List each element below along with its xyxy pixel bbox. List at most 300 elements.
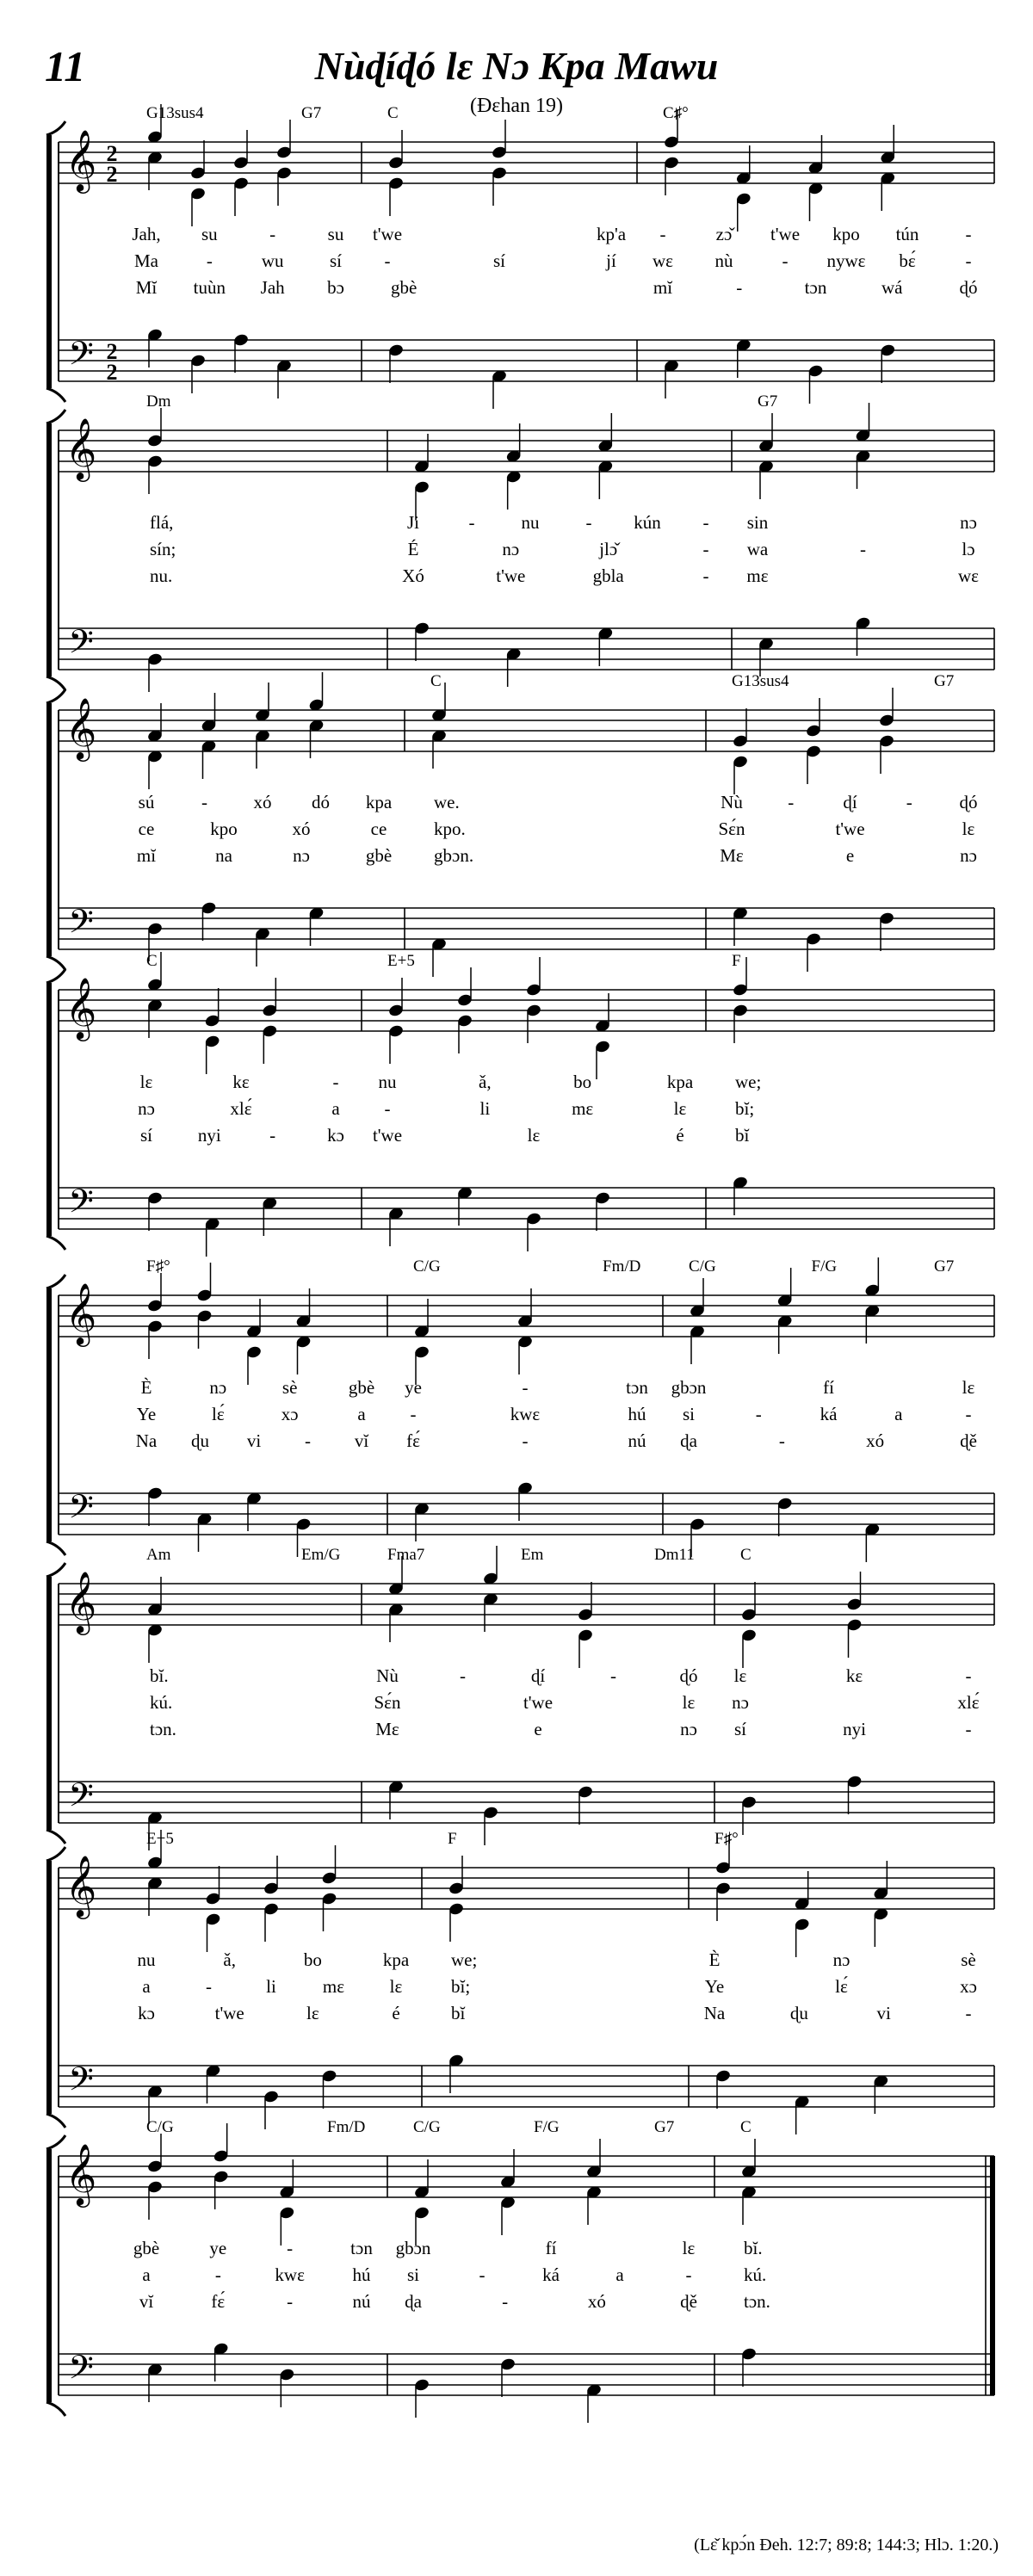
lyric-syllable: mɛ <box>572 1098 594 1119</box>
lyric-syllable: bɛ́ <box>899 250 916 271</box>
chord-symbol: F/G <box>811 1257 838 1276</box>
lyric-syllable: ɖí <box>843 792 857 812</box>
lyric-syllable: vĭ <box>139 2291 154 2312</box>
chord-symbol: F <box>732 952 741 970</box>
lyric-syllable: lɛ <box>306 2003 319 2023</box>
treble-clef: 𝄞 <box>65 420 97 479</box>
chord-symbol: Fma7 <box>387 1546 425 1564</box>
lyric-syllable: nu. <box>150 565 173 586</box>
lyric-syllable: gbè <box>365 845 393 866</box>
lyric-syllable: na <box>215 845 232 866</box>
bracket-hook <box>46 1275 65 1288</box>
lyric-syllable: li <box>479 1098 491 1119</box>
lyric-syllable: bo <box>303 1949 322 1970</box>
lyric-syllable: tɔn. <box>744 2291 770 2312</box>
lyric-hyphen: - <box>965 250 972 271</box>
chord-symbol: C♯° <box>663 104 689 122</box>
bass-clef: 𝄢 <box>68 1489 94 1533</box>
lyric-syllable: nɔ <box>960 512 977 533</box>
lyric-hyphen: - <box>965 1665 972 1686</box>
lyric-syllable: kpo. <box>434 819 466 839</box>
chord-symbol: C/G <box>689 1257 716 1276</box>
lyric-syllable: jlɔ̌ <box>599 539 618 559</box>
lyric-syllable: nyi <box>197 1125 221 1146</box>
lyric-syllable: lɛ <box>139 1072 153 1092</box>
treble-clef: 𝄞 <box>65 1857 97 1916</box>
lyric-syllable: É <box>407 539 419 559</box>
lyric-syllable: kpa <box>365 792 393 812</box>
lyric-hyphen: - <box>659 224 666 244</box>
lyric-syllable: kú. <box>150 1692 173 1713</box>
lyric-syllable: tɔn <box>626 1377 648 1398</box>
lyric-syllable: t'we <box>214 2003 244 2023</box>
lyric-syllable: sín; <box>150 539 176 559</box>
lyric-syllable: gbɔn <box>671 1377 707 1398</box>
lyric-syllable: li <box>266 1976 276 1997</box>
lyric-syllable: a <box>331 1098 340 1119</box>
lyric-syllable: gbè <box>348 1377 375 1398</box>
lyric-syllable: su <box>327 224 344 244</box>
lyric-syllable: lɛ <box>682 2238 696 2258</box>
chord-symbol: C <box>146 952 158 970</box>
lyric-syllable: Na <box>135 1430 158 1451</box>
system-bracket <box>46 135 52 388</box>
lyric-syllable: ɖu <box>789 2003 808 2023</box>
time-signature-bottom: 2 <box>106 360 118 385</box>
lyric-syllable: lɛ <box>962 819 975 839</box>
lyric-syllable: gbla <box>592 565 624 586</box>
lyric-syllable: nu <box>137 1949 156 1970</box>
lyric-syllable: kú. <box>744 2264 767 2285</box>
lyric-hyphen: - <box>332 1072 339 1092</box>
lyric-syllable: e <box>845 845 855 866</box>
chord-symbol: C/G <box>146 2118 174 2136</box>
lyric-hyphen: - <box>702 539 709 559</box>
lyric-hyphen: - <box>685 2264 692 2285</box>
lyric-syllable: kɛ <box>845 1665 863 1686</box>
lyric-syllable: xɔ <box>281 1404 299 1424</box>
lyric-hyphen: - <box>906 792 912 812</box>
lyric-syllable: fɛ́ <box>406 1430 420 1451</box>
lyric-syllable: nyi <box>843 1719 866 1739</box>
lyric-syllable: nú <box>628 1430 646 1451</box>
lyric-syllable: kɛ <box>232 1072 250 1092</box>
lyric-syllable: ɖě <box>680 2291 697 2312</box>
lyric-syllable: nù <box>714 250 733 271</box>
lyric-syllable: xó <box>253 792 272 812</box>
lyric-syllable: kpo <box>210 819 238 839</box>
bass-clef: 𝄢 <box>68 336 94 380</box>
lyric-syllable: Xó <box>402 565 424 586</box>
lyric-syllable: t'we <box>835 819 865 839</box>
lyric-syllable: t'we <box>770 224 801 244</box>
lyric-syllable: kɔ <box>327 1125 344 1146</box>
lyric-syllable: bĭ; <box>735 1098 755 1119</box>
lyric-syllable: xó <box>587 2291 606 2312</box>
lyric-hyphen: - <box>585 512 592 533</box>
lyric-syllable: wá <box>881 277 903 298</box>
chord-symbol: G7 <box>654 2118 675 2136</box>
lyric-syllable: fí <box>823 1377 834 1398</box>
lyric-syllable: kpo <box>832 224 860 244</box>
time-signature-bottom: 2 <box>106 162 118 187</box>
system-bracket <box>46 703 52 956</box>
lyric-hyphen: - <box>736 277 743 298</box>
lyric-syllable: lɛ <box>733 1665 747 1686</box>
lyric-syllable: tɔn <box>350 2238 373 2258</box>
lyric-syllable: flá, <box>150 512 174 533</box>
time-signature-top: 2 <box>106 339 118 364</box>
lyric-hyphen: - <box>479 2264 486 2285</box>
lyric-hyphen: - <box>305 1430 311 1451</box>
lyric-syllable: ká <box>542 2264 560 2285</box>
lyric-syllable: lɛ <box>527 1125 541 1146</box>
lyric-syllable: mĭ <box>136 845 157 866</box>
lyric-syllable: a <box>142 2264 151 2285</box>
lyric-hyphen: - <box>468 512 475 533</box>
lyric-hyphen: - <box>502 2291 509 2312</box>
lyric-syllable: kp'a <box>596 224 627 244</box>
lyric-syllable: È <box>708 1949 721 1970</box>
lyric-syllable: sè <box>961 1949 976 1970</box>
lyric-syllable: wɛ <box>653 250 673 271</box>
lyric-syllable: ɖa <box>405 2291 422 2312</box>
lyric-syllable: zɔ̌ <box>715 224 733 244</box>
lyric-syllable: nɔ <box>209 1377 227 1398</box>
lyric-hyphen: - <box>384 250 391 271</box>
lyric-hyphen: - <box>269 224 276 244</box>
bracket-hook <box>46 676 65 690</box>
chord-symbol: Fm/D <box>603 1257 641 1276</box>
lyric-hyphen: - <box>610 1665 616 1686</box>
chord-symbol: Em <box>521 1546 544 1564</box>
bracket-hook <box>46 1541 65 1555</box>
lyric-syllable: ká <box>820 1404 838 1424</box>
lyric-syllable: ye <box>405 1377 422 1398</box>
hymn-title: Nùɖíɖó lɛ Nɔ Kpa Mawu <box>314 44 719 88</box>
lyric-syllable: Nù <box>376 1665 399 1686</box>
lyric-syllable: sí <box>733 1719 747 1739</box>
chord-symbol: F♯° <box>146 1257 170 1276</box>
bracket-hook <box>46 410 65 423</box>
lyric-syllable: nu <box>521 512 540 533</box>
lyric-syllable: bĭ. <box>150 1665 169 1686</box>
lyric-hyphen: - <box>965 224 972 244</box>
chord-symbol: G7 <box>934 1257 955 1276</box>
lyric-syllable: xó <box>866 1430 885 1451</box>
lyric-hyphen: - <box>860 539 866 559</box>
lyric-syllable: dó <box>312 792 330 812</box>
lyric-hyphen: - <box>782 250 789 271</box>
lyric-syllable: È <box>140 1377 152 1398</box>
lyric-syllable: vi <box>876 2003 891 2023</box>
lyric-hyphen: - <box>702 565 709 586</box>
lyric-syllable: sè <box>281 1377 298 1398</box>
lyric-syllable: vi <box>246 1430 262 1451</box>
lyric-syllable: we. <box>434 792 460 812</box>
treble-clef: 𝄞 <box>65 2146 97 2204</box>
lyric-syllable: gbè <box>133 2238 160 2258</box>
lyric-syllable: bĭ <box>735 1125 750 1146</box>
chord-symbol: E+5 <box>146 1830 174 1848</box>
bracket-hook <box>46 121 65 135</box>
lyric-syllable: lɛ <box>389 1976 403 1997</box>
lyric-syllable: bĭ. <box>744 2238 763 2258</box>
system-bracket <box>46 1861 52 2114</box>
lyric-syllable: kwɛ <box>275 2264 305 2285</box>
bass-clef: 𝄢 <box>68 2350 94 2394</box>
system-bracket <box>46 1288 52 1541</box>
treble-clef: 𝄞 <box>65 132 97 190</box>
lyric-hyphen: - <box>965 1719 972 1739</box>
chord-symbol: C <box>430 672 442 690</box>
chord-symbol: Fm/D <box>327 2118 366 2136</box>
bracket-hook <box>46 2135 65 2149</box>
lyric-syllable: ɖó <box>959 277 978 298</box>
lyric-syllable: Na <box>703 2003 726 2023</box>
lyric-hyphen: - <box>269 1125 276 1146</box>
lyric-syllable: t'we <box>523 1692 554 1713</box>
lyric-syllable: ye <box>209 2238 227 2258</box>
lyric-syllable: ɖí <box>530 1665 546 1686</box>
lyric-syllable: fí <box>545 2238 557 2258</box>
lyric-syllable: we; <box>451 1949 478 1970</box>
lyric-syllable: Ye <box>136 1404 157 1424</box>
treble-clef: 𝄞 <box>65 1573 97 1632</box>
lyric-syllable: nywɛ <box>826 250 866 271</box>
chord-symbol: C <box>387 104 399 122</box>
lyric-syllable: nɔ <box>832 1949 851 1970</box>
lyric-syllable: nɔ <box>293 845 310 866</box>
chord-symbol: Dm <box>146 392 171 411</box>
bracket-hook <box>46 969 65 983</box>
lyric-syllable: tún <box>895 224 919 244</box>
hymn-number: 11 <box>45 42 86 90</box>
lyric-hyphen: - <box>384 1098 391 1119</box>
bass-clef: 𝄢 <box>68 2061 94 2105</box>
lyric-syllable: kpa <box>382 1949 410 1970</box>
lyric-syllable: ǎ, <box>479 1072 492 1092</box>
lyric-syllable: bo <box>573 1072 592 1092</box>
lyric-syllable: Mɛ <box>375 1719 399 1739</box>
chord-symbol: F♯° <box>714 1830 739 1848</box>
lyric-syllable: gbɔn. <box>434 845 474 866</box>
bracket-hook <box>46 1563 65 1577</box>
lyric-syllable: sí <box>329 250 343 271</box>
lyric-syllable: tɔn <box>804 277 827 298</box>
lyric-syllable: gbè <box>391 277 418 298</box>
bass-clef: 𝄢 <box>68 624 94 668</box>
chord-symbol: Dm11 <box>654 1546 695 1564</box>
lyric-hyphen: - <box>522 1377 529 1398</box>
lyric-hyphen: - <box>522 1430 529 1451</box>
time-signature-top: 2 <box>106 141 118 166</box>
final-barline-thick <box>990 2156 995 2395</box>
lyric-hyphen: - <box>201 792 207 812</box>
lyric-hyphen: - <box>287 2291 294 2312</box>
treble-clef: 𝄞 <box>65 979 97 1038</box>
chord-symbol: G7 <box>934 672 955 690</box>
lyric-syllable: lɛ <box>673 1098 687 1119</box>
chord-symbol: C/G <box>413 2118 441 2136</box>
scripture-reference: (Lɛ̌ kpɔ́n Ɖeh. 12:7; 89:8; 144:3; Hlɔ. 1:20.) <box>694 2536 999 2554</box>
lyric-syllable: wɛ <box>958 565 979 586</box>
lyric-syllable: t'we <box>372 1125 403 1146</box>
lyric-syllable: t'we <box>496 565 526 586</box>
lyric-syllable: mĭ <box>653 277 673 298</box>
lyric-syllable: xlɛ́ <box>230 1098 252 1119</box>
lyric-syllable: t'we <box>372 224 403 244</box>
lyric-hyphen: - <box>965 1404 972 1424</box>
chord-symbol: C/G <box>413 1257 441 1276</box>
lyric-hyphen: - <box>778 1430 785 1451</box>
lyric-syllable: ɖě <box>960 1430 977 1451</box>
chord-symbol: Em/G <box>301 1546 341 1564</box>
treble-clef: 𝄞 <box>65 1285 97 1344</box>
chord-symbol: C <box>740 2118 752 2136</box>
lyric-syllable: a <box>142 1976 151 1997</box>
lyric-syllable: Mĭ <box>135 277 158 298</box>
chord-symbol: E+5 <box>387 952 415 970</box>
lyric-syllable: Sɛ́n <box>374 1692 401 1713</box>
chord-symbol: F <box>448 1830 457 1848</box>
lyric-syllable: bĭ <box>451 2003 466 2023</box>
bass-clef: 𝄢 <box>68 904 94 948</box>
system-bracket <box>46 983 52 1236</box>
lyric-syllable: ce <box>370 819 387 839</box>
system-bracket <box>46 2149 52 2402</box>
lyric-hyphen: - <box>206 250 213 271</box>
lyric-syllable: mɛ <box>322 1976 345 1997</box>
lyric-syllable: ɖó <box>959 792 978 812</box>
lyric-syllable: Ma <box>134 250 158 271</box>
lyric-syllable: jí <box>606 250 616 271</box>
lyric-syllable: we; <box>735 1072 762 1092</box>
lyric-syllable: Ye <box>704 1976 725 1997</box>
bracket-hook <box>46 1830 65 1844</box>
lyric-syllable: a <box>357 1404 366 1424</box>
lyric-syllable: kún <box>634 512 661 533</box>
bracket-hook <box>46 956 65 970</box>
lyric-syllable: kwɛ <box>510 1404 541 1424</box>
lyric-syllable: nɔ <box>138 1098 155 1119</box>
lyric-hyphen: - <box>755 1404 762 1424</box>
lyric-syllable: sí <box>139 1125 153 1146</box>
lyric-syllable: xó <box>292 819 311 839</box>
lyric-syllable: lɔ <box>962 539 975 559</box>
lyric-syllable: xlɛ́ <box>957 1692 980 1713</box>
lyric-syllable: Sɛ́n <box>718 819 745 839</box>
lyric-syllable: nɔ <box>732 1692 749 1713</box>
lyric-syllable: nɔ <box>680 1719 697 1739</box>
chord-symbol: G7 <box>758 392 778 411</box>
lyric-syllable: nɔ <box>502 539 520 559</box>
lyric-syllable: Mɛ <box>720 845 744 866</box>
lyric-syllable: nu <box>378 1072 397 1092</box>
lyric-syllable: e <box>534 1719 542 1739</box>
lyric-syllable: kpa <box>666 1072 694 1092</box>
system-bracket <box>46 1577 52 1830</box>
lyric-syllable: ɖa <box>680 1430 697 1451</box>
hymn-subtitle: (Ɖɛhan 19) <box>469 95 564 117</box>
lyric-syllable: bɔ <box>327 277 344 298</box>
bracket-hook <box>46 388 65 402</box>
bass-clef: 𝄢 <box>68 1183 94 1227</box>
lyric-syllable: gbɔn <box>395 2238 431 2258</box>
lyric-syllable: ǎ, <box>223 1949 236 1970</box>
lyric-syllable: é <box>676 1125 684 1146</box>
bracket-hook <box>46 2402 65 2416</box>
lyric-syllable: wa <box>746 539 769 559</box>
lyric-syllable: Nù <box>721 792 743 812</box>
lyric-syllable: lɛ́ <box>835 1976 848 1997</box>
lyric-syllable: lɛ <box>962 1377 975 1398</box>
lyric-hyphen: - <box>788 792 795 812</box>
lyric-syllable: tɔn. <box>150 1719 176 1739</box>
lyric-syllable: su <box>201 224 218 244</box>
chord-symbol: C <box>740 1546 752 1564</box>
lyric-syllable: sin <box>746 512 769 533</box>
lyric-syllable: hú <box>628 1404 646 1424</box>
lyric-syllable: lɛ <box>682 1692 696 1713</box>
lyric-syllable: ɖó <box>679 1665 698 1686</box>
lyric-syllable: a <box>894 1404 903 1424</box>
chord-symbol: F/G <box>534 2118 560 2136</box>
lyric-syllable: wu <box>261 250 284 271</box>
lyric-syllable: xɔ <box>960 1976 977 1997</box>
lyric-syllable: tuùn <box>193 277 226 298</box>
lyric-hyphen: - <box>702 512 709 533</box>
lyric-syllable: é <box>392 2003 400 2023</box>
lyric-syllable: Jah <box>260 277 285 298</box>
lyric-syllable: kɔ <box>138 2003 155 2023</box>
lyric-syllable: sí <box>492 250 506 271</box>
system-bracket <box>46 423 52 676</box>
lyric-syllable: bĭ; <box>451 1976 471 1997</box>
lyric-hyphen: - <box>965 2003 972 2023</box>
lyric-syllable: mɛ <box>746 565 769 586</box>
lyric-hyphen: - <box>287 2238 294 2258</box>
bass-clef: 𝄢 <box>68 1777 94 1821</box>
chord-symbol: G7 <box>301 104 322 122</box>
bracket-hook <box>46 689 65 703</box>
lyric-syllable: lɛ́ <box>212 1404 225 1424</box>
bracket-hook <box>46 2114 65 2128</box>
lyric-syllable: sú <box>138 792 155 812</box>
lyric-hyphen: - <box>214 2264 221 2285</box>
lyric-hyphen: - <box>206 1976 212 1997</box>
lyric-hyphen: - <box>410 1404 417 1424</box>
chord-symbol: Am <box>146 1546 171 1564</box>
lyric-syllable: hú <box>352 2264 371 2285</box>
lyric-syllable: nɔ <box>960 845 977 866</box>
lyric-syllable: si <box>406 2264 420 2285</box>
bracket-hook <box>46 1236 65 1250</box>
lyric-syllable: fɛ́ <box>211 2291 226 2312</box>
lyric-syllable: vĭ <box>354 1430 369 1451</box>
lyric-hyphen: - <box>460 1665 466 1686</box>
lyric-syllable: ce <box>138 819 155 839</box>
chord-symbol: G13sus4 <box>732 672 789 690</box>
lyric-syllable: si <box>682 1404 696 1424</box>
lyric-syllable: Jah, <box>132 224 161 244</box>
lyric-syllable: nú <box>352 2291 371 2312</box>
lyric-syllable: Ji <box>406 512 420 533</box>
bracket-hook <box>46 1847 65 1861</box>
chord-symbol: G13sus4 <box>146 104 204 122</box>
lyric-syllable: a <box>615 2264 624 2285</box>
lyric-syllable: ɖu <box>191 1430 209 1451</box>
